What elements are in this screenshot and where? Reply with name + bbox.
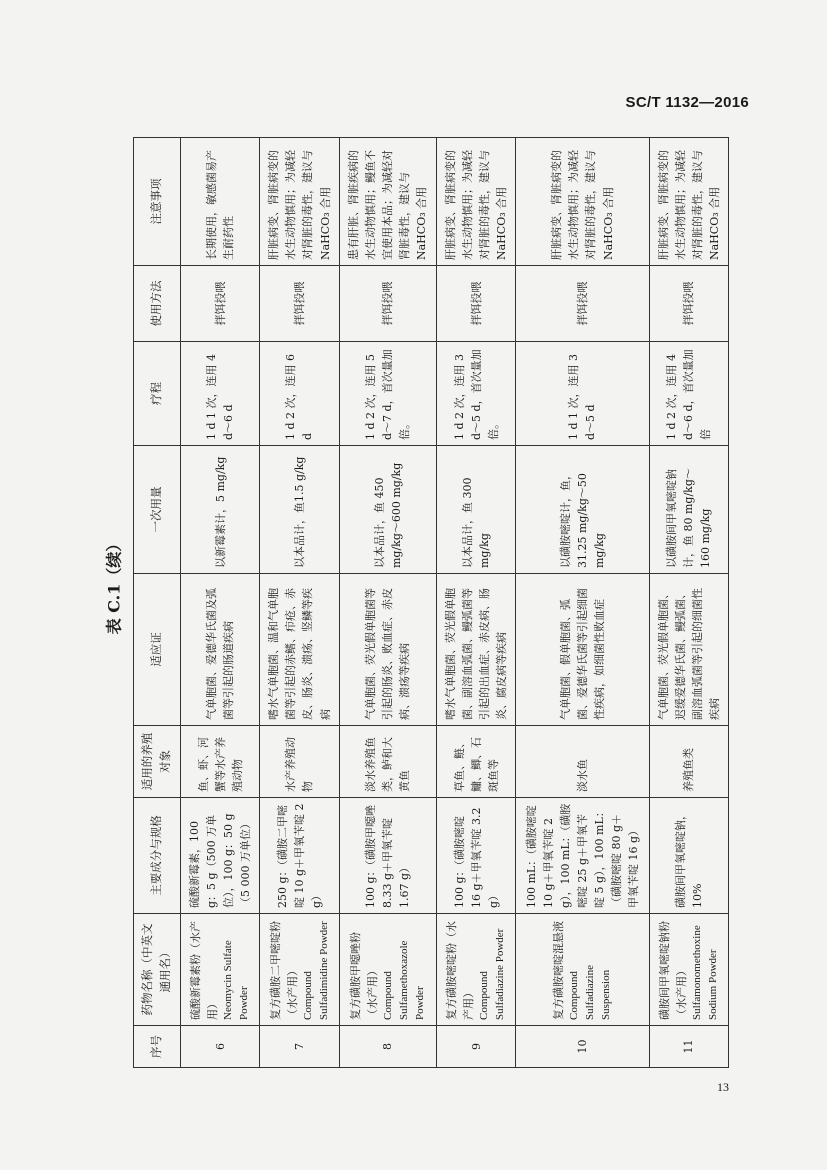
cell-name — [436, 914, 515, 1026]
drug-name-zh: 磺胺间甲氧嘧啶钠粉（水产用） — [657, 921, 688, 1020]
drug-name-en: Sulfamonomethoxine Sodium Powder — [690, 925, 719, 1020]
table-row — [436, 138, 515, 1068]
cell-indications: 气单胞菌、荧光假单胞菌、迟缓爱德华氏菌、鳗弧菌、副溶血弧菌等引起的细菌性疾病 — [649, 574, 728, 726]
cell-method: 拌饵投喂 — [181, 266, 260, 342]
col-header-course: 疗程 — [134, 342, 181, 446]
col-header-targets: 适用的养殖对象 — [134, 726, 181, 798]
drug-name-en: Compound Sulfadimidine Powder — [301, 921, 330, 1020]
cell-course: 1 d 1 次，连用 4 d～6 d — [181, 342, 260, 446]
cell-no: 8 — [339, 1026, 436, 1068]
cell-ingredients: 磺胺间甲氧嘧啶钠，10% — [649, 798, 728, 914]
cell-ingredients: 250 g：（磺胺二甲嘧啶 10 g＋甲氧苄啶 2 g） — [260, 798, 339, 914]
cell-method: 拌饵投喂 — [260, 266, 339, 342]
cell-name — [181, 914, 260, 1026]
drug-name-zh: 复方磺胺嘧啶粉（水产用） — [445, 921, 476, 1020]
cell-method: 拌饵投喂 — [436, 266, 515, 342]
drug-table — [133, 137, 729, 1068]
cell-course: 1 d 2 次，连用 5 d～7 d，首次量加倍。 — [339, 342, 436, 446]
cell-ingredients: 100 g：（磺胺甲噁唑 8.33 g＋甲氧苄啶 1.67 g） — [339, 798, 436, 914]
drug-name-zh: 复方磺胺甲噁唑粉（水产用） — [348, 932, 379, 1020]
table-row — [339, 138, 436, 1068]
cell-dosage: 以本品计，鱼 300 mg/kg — [436, 446, 515, 574]
col-header-dosage: 一次用量 — [134, 446, 181, 574]
drug-name-en: Compound Sulfadiazine Suspension — [568, 965, 612, 1020]
cell-no: 6 — [181, 1026, 260, 1068]
col-header-method: 使用方法 — [134, 266, 181, 342]
cell-indications: 气单胞菌、荧光假单胞菌等引起的肠炎、败血症、赤皮病、溃疡等疾病 — [339, 574, 436, 726]
cell-notes: 肝脏病变、肾脏病变的水生动物慎用；为减轻对肾脏的毒性，建议与 NaHCO₃ 合用 — [260, 138, 339, 266]
cell-dosage: 以本品计，鱼 450 mg/kg～600 mg/kg — [339, 446, 436, 574]
cell-targets: 养殖鱼类 — [649, 726, 728, 798]
cell-notes: 患有肝脏、肾脏疾病的水生动物慎用；鳗鱼不宜使用本品；为减轻对肾脏毒性，建议与 NaHCO₃ 合用 — [339, 138, 436, 266]
cell-notes: 肝脏病变、肾脏病变的水生动物慎用；为减轻对肾脏的毒性，建议与 NaHCO₃ 合用 — [649, 138, 728, 266]
cell-no: 7 — [260, 1026, 339, 1068]
cell-method: 拌饵投喂 — [339, 266, 436, 342]
cell-notes: 长期使用，敏感菌易产生耐药性 — [181, 138, 260, 266]
cell-name — [649, 914, 728, 1026]
table-header-row — [134, 138, 181, 1068]
cell-notes: 肝脏病变、肾脏病变的水生动物慎用；为减轻对肾脏的毒性，建议与 NaHCO₃ 合用 — [436, 138, 515, 266]
cell-course: 1 d 2 次，连用 3 d～5 d，首次量加倍。 — [436, 342, 515, 446]
col-header-no: 序号 — [134, 1026, 181, 1068]
cell-dosage: 以本品计，鱼1.5 g/kg — [260, 446, 339, 574]
cell-targets: 水产养殖动物 — [260, 726, 339, 798]
table-caption: 表 C.1（续） — [104, 535, 124, 635]
col-header-ingredients: 主要成分与规格 — [134, 798, 181, 914]
table-row — [181, 138, 260, 1068]
cell-indications: 气单胞菌、假单胞菌、弧菌、爱德华氏菌等引起细菌性疾病，如细菌性败血症 — [516, 574, 649, 726]
col-header-indications: 适应证 — [134, 574, 181, 726]
cell-indications: 嗜水气单胞菌、温和气单胞菌等引起的赤鳍、疖疮、赤皮、肠炎、溃疡、竖鳞等疾病 — [260, 574, 339, 726]
col-header-name: 药物名称（中英文通用名） — [134, 914, 181, 1026]
drug-name-zh: 硫酸新霉素粉（水产用） — [189, 921, 220, 1020]
table-row — [649, 138, 728, 1068]
cell-name — [339, 914, 436, 1026]
cell-method: 拌饵投喂 — [516, 266, 649, 342]
cell-indications: 嗜水气单胞菌、荧光假单胞菌、副溶血弧菌、鳗弧菌等引起的出血症、赤皮病、肠炎、腐皮病等疾病 — [436, 574, 515, 726]
cell-no: 10 — [516, 1026, 649, 1068]
drug-name-en: Neomycin Sulfate Powder — [222, 940, 251, 1020]
cell-ingredients: 100 mL：（磺胺嘧啶 10 g＋甲氧苄啶 2 g），100 mL：（磺胺嘧啶 25 g＋甲氧苄啶 5 g），100 mL：（磺胺嘧啶 80 g＋甲氧苄啶 16 g） — [516, 798, 649, 914]
cell-no: 11 — [649, 1026, 728, 1068]
drug-name-zh: 复方磺胺嘧啶混悬液 — [552, 921, 566, 1020]
cell-targets: 淡水鱼 — [516, 726, 649, 798]
table-row — [260, 138, 339, 1068]
cell-dosage: 以新霉素计，5 mg/kg — [181, 446, 260, 574]
cell-targets: 草鱼、鲢、鳙、鲫、石斑鱼等 — [436, 726, 515, 798]
cell-course: 1 d 1 次，连用 3 d～5 d — [516, 342, 649, 446]
cell-name — [516, 914, 649, 1026]
cell-notes: 肝脏病变、肾脏病变的水生动物慎用；为减轻对肾脏的毒性，建议与 NaHCO₃ 合用 — [516, 138, 649, 266]
table-container — [133, 138, 729, 1068]
cell-method: 拌饵投喂 — [649, 266, 728, 342]
drug-name-zh: 复方磺胺二甲嘧啶粉（水产用） — [268, 921, 299, 1020]
col-header-notes: 注意事项 — [134, 138, 181, 266]
cell-course: 1 d 2 次，连用 4 d～6 d，首次量加倍 — [649, 342, 728, 446]
standard-code: SC/T 1132—2016 — [625, 94, 749, 111]
rotated-table-frame — [133, 138, 729, 1068]
drug-name-en: Compound Sulfamethoxazole Powder — [381, 940, 426, 1020]
cell-no: 9 — [436, 1026, 515, 1068]
cell-dosage: 以磺胺间甲氧嘧啶钠计，鱼 80 mg/kg～160 mg/kg — [649, 446, 728, 574]
cell-ingredients: 100 g：（磺胺嘧啶 16 g＋甲氧苄啶 3.2 g） — [436, 798, 515, 914]
cell-dosage: 以磺胺嘧啶计，鱼，31.25 mg/kg～50 mg/kg — [516, 446, 649, 574]
drug-name-en: Compound Sulfadiazine Powder — [478, 928, 507, 1020]
page-number: 13 — [717, 1080, 729, 1094]
cell-targets: 鱼、虾、河蟹等水产养殖动物 — [181, 726, 260, 798]
cell-name — [260, 914, 339, 1026]
table-row — [516, 138, 649, 1068]
cell-ingredients: 硫酸新霉素，100 g：5 g（500 万单位），100 g：50 g（5 000 万单位） — [181, 798, 260, 914]
cell-indications: 气单胞菌、爱德华氏菌及弧菌等引起的肠道疾病 — [181, 574, 260, 726]
cell-targets: 淡水养殖鱼类，鲈和大黄鱼 — [339, 726, 436, 798]
cell-course: 1 d 2 次，连用 6 d — [260, 342, 339, 446]
